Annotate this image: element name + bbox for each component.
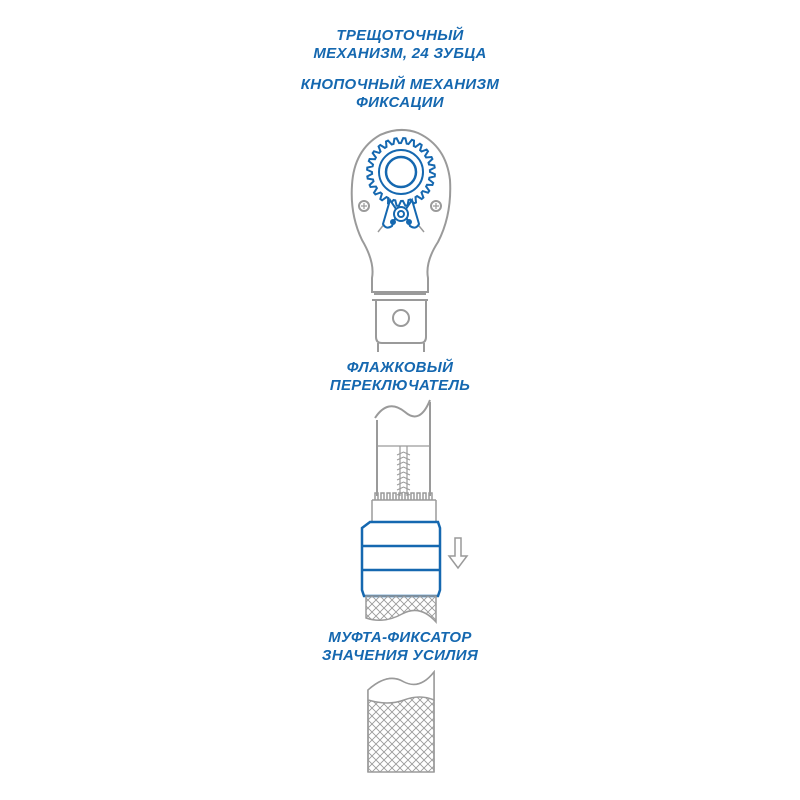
lock-coupling	[362, 522, 440, 596]
handle-grip-lower	[368, 672, 434, 772]
arrow-down-icon	[449, 538, 467, 568]
handle-shaft	[375, 400, 430, 496]
label-ratchet-line-1: ТРЕЩОТОЧНЫЙ	[336, 27, 464, 44]
label-lock-coupling-line-2: ЗНАЧЕНИЯ УСИЛИЯ	[321, 647, 479, 664]
handle-grip-upper	[366, 596, 436, 622]
label-button-lock-line-2: ФИКСАЦИИ	[356, 94, 444, 111]
label-flag-switch-line-2: ПЕРЕКЛЮЧАТЕЛЬ	[329, 377, 471, 394]
coupling-teeth	[372, 493, 436, 522]
label-button-lock-line-1: КНОПОЧНЫЙ МЕХАНИЗМ	[300, 76, 500, 93]
label-ratchet-line-2: МЕХАНИЗМ, 24 ЗУБЦА	[313, 45, 487, 62]
label-flag-switch-line-1: ФЛАЖКОВЫЙ	[346, 359, 454, 376]
label-lock-coupling-line-1: МУФТА-ФИКСАТОР	[328, 629, 472, 646]
scale-markings	[397, 452, 410, 495]
